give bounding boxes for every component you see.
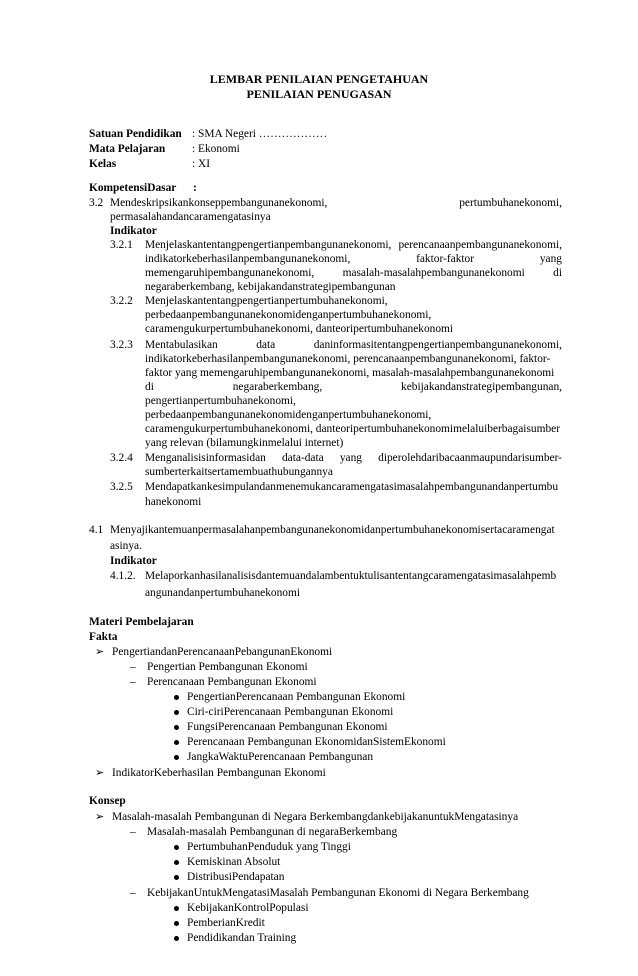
indikator-text: Menganalisisinformasidan data-data yang diperolehdaribacaanmaupundarisumber- [145,452,562,464]
arrow-bullet-icon: ➢ [95,646,105,658]
indikator-text: Mendapatkankesimpulandanmenemukancaramengatasimasalahpembangunandanpertumbu [145,481,559,493]
kd-text: Mendeskripsikankonseppembangunanekonomi, pertumbuhanekonomi, [110,197,562,209]
indikator-text: Mentabulasikan data daninformasitentangpengertianpembangunanekonomi, [145,339,562,351]
subsection-heading: Fakta [89,631,118,643]
indikator-text: indikatorkeberhasilanpembangunanekonomi, perencanaanpembangunanekonomi, faktor- [145,353,551,365]
dash-bullet-icon: – [130,887,136,899]
info-value: : XI [192,158,211,170]
list-item: KebijakanKontrolPopulasi [187,902,309,914]
list-item: Pengertian Pembangunan Ekonomi [147,661,308,673]
list-item: Masalah-masalah Pembangunan di Negara BerkembangdankebijakanuntukMengatasinya [112,811,519,823]
arrow-bullet-icon: ➢ [95,811,105,823]
indikator-heading: Indikator [110,555,157,567]
indikator-text: caramengukurpertumbuhanekonomi, danteoripertumbuhanekonomimelaluiberbagaisumber [145,423,560,435]
list-item: Pendidikandan Training [187,932,297,944]
dash-bullet-icon: – [130,661,136,673]
list-item: Perencanaan Pembangunan Ekonomi [147,676,317,688]
list-item: Kemiskinan Absolut [187,856,281,868]
indikator-text: perbedaanpembangunanekonomidenganpertumbuhanekonomi, [145,309,432,321]
list-item: DistribusiPendapatan [187,871,285,883]
dot-bullet-icon [174,695,179,700]
kd-colon: : [193,182,197,194]
indikator-text: hanekonomi [145,496,202,508]
info-label: Kelas [89,158,117,170]
list-item: PengertiandanPerencanaanPebangunanEkonomi [112,646,333,658]
kd-text: permasalahandancaramengatasinya [110,211,271,223]
section-heading: Materi Pembelajaran [89,616,194,628]
list-item: FungsiPerencanaan Pembangunan Ekonomi [187,721,388,733]
indikator-text: yang relevan (bilamungkinmelalui internet) [145,437,344,449]
indikator-heading: Indikator [110,225,157,237]
indikator-text: sumberterkaitsertamembuathubungannya [145,466,333,478]
kd-number: 3.2 [89,197,104,209]
indikator-number: 3.2.5 [110,481,133,493]
indikator-text: negaraberkembang, kebijakandanstrategipembangunan [145,281,396,293]
indikator-number: 3.2.2 [110,295,133,307]
list-item: PertumbuhanPenduduk yang Tinggi [187,841,351,853]
kd-number: 4.1 [89,524,104,536]
dot-bullet-icon [174,860,179,865]
doc-subtitle: PENILAIAN PENUGASAN [246,87,392,101]
list-item: PengertianPerencanaan Pembangunan Ekonomi [187,691,406,703]
dot-bullet-icon [174,755,179,760]
dash-bullet-icon: – [130,826,136,838]
subsection-heading: Konsep [89,795,126,807]
indikator-text: indikatorkeberhasilanpembangunanekonomi, faktor-faktor yang [145,253,562,265]
dot-bullet-icon [174,875,179,880]
dash-bullet-icon: – [130,676,136,688]
kd-label: KompetensiDasar [89,182,177,194]
dot-bullet-icon [174,936,179,941]
indikator-text: di negaraberkembang, kebijakandanstrategipembangunan, [145,381,562,393]
indikator-text: caramengukurpertumbuhanekonomi, danteoripertumbuhanekonomi [145,323,454,335]
indikator-text: Melaporkanhasilanalisisdantemuandalambentuktulisantentangcaramengatasimasalahpemb [145,570,557,582]
dot-bullet-icon [174,740,179,745]
dot-bullet-icon [174,845,179,850]
indikator-number: 3.2.4 [110,452,133,464]
list-item: JangkaWaktuPerencanaan Pembangunan [187,751,374,763]
indikator-text: memengaruhipembangunanekonomi, masalah-masalahpembangunanekonomi di [145,267,562,279]
indikator-number: 3.2.1 [110,239,133,251]
info-label: Satuan Pendidikan [89,128,182,140]
dot-bullet-icon [174,921,179,926]
list-item: Masalah-masalah Pembangunan di negaraBerkembang [147,826,398,838]
list-item: KebijakanUntukMengatasiMasalah Pembangunan Ekonomi di Negara Berkembang [147,887,529,899]
arrow-bullet-icon: ➢ [95,767,105,779]
indikator-text: perbedaanpembangunanekonomidenganpertumbuhanekonomi, [145,409,432,421]
info-value: : Ekonomi [192,143,240,155]
list-item: Perencanaan Pembangunan EkonomidanSistemEkonomi [187,736,446,748]
info-label: Mata Pelajaran [89,143,166,155]
indikator-text: pengertianpertumbuhanekonomi, [145,395,296,407]
dot-bullet-icon [174,725,179,730]
indikator-number: 3.2.3 [110,339,133,351]
kd-text: asinya. [110,540,142,552]
doc-title: LEMBAR PENILAIAN PENGETAHUAN [209,72,429,86]
list-item: Ciri-ciriPerencanaan Pembangunan Ekonomi [187,706,394,718]
indikator-text: Menjelaskantentangpengertianpertumbuhanekonomi, [145,295,388,307]
kd-text: Menyajikantemuanpermasalahanpembangunanekonomidanpertumbuhanekonomisertacaramengat [110,524,555,536]
dot-bullet-icon [174,906,179,911]
indikator-number: 4.1.2. [110,570,136,582]
dot-bullet-icon [174,710,179,715]
indikator-text: faktor yang memengaruhipembangunanekonomi, masalah-masalahpembangunanekonomi [145,367,555,379]
info-value: : SMA Negeri ……………… [192,128,328,140]
list-item: PemberianKredit [187,917,265,929]
indikator-text: angunandanpertumbuhanekonomi [145,587,300,599]
list-item: IndikatorKeberhasilan Pembangunan Ekonomi [112,767,326,779]
indikator-text: Menjelaskantentangpengertianpembangunanekonomi, perencanaanpembangunanekonomi, [145,239,562,251]
